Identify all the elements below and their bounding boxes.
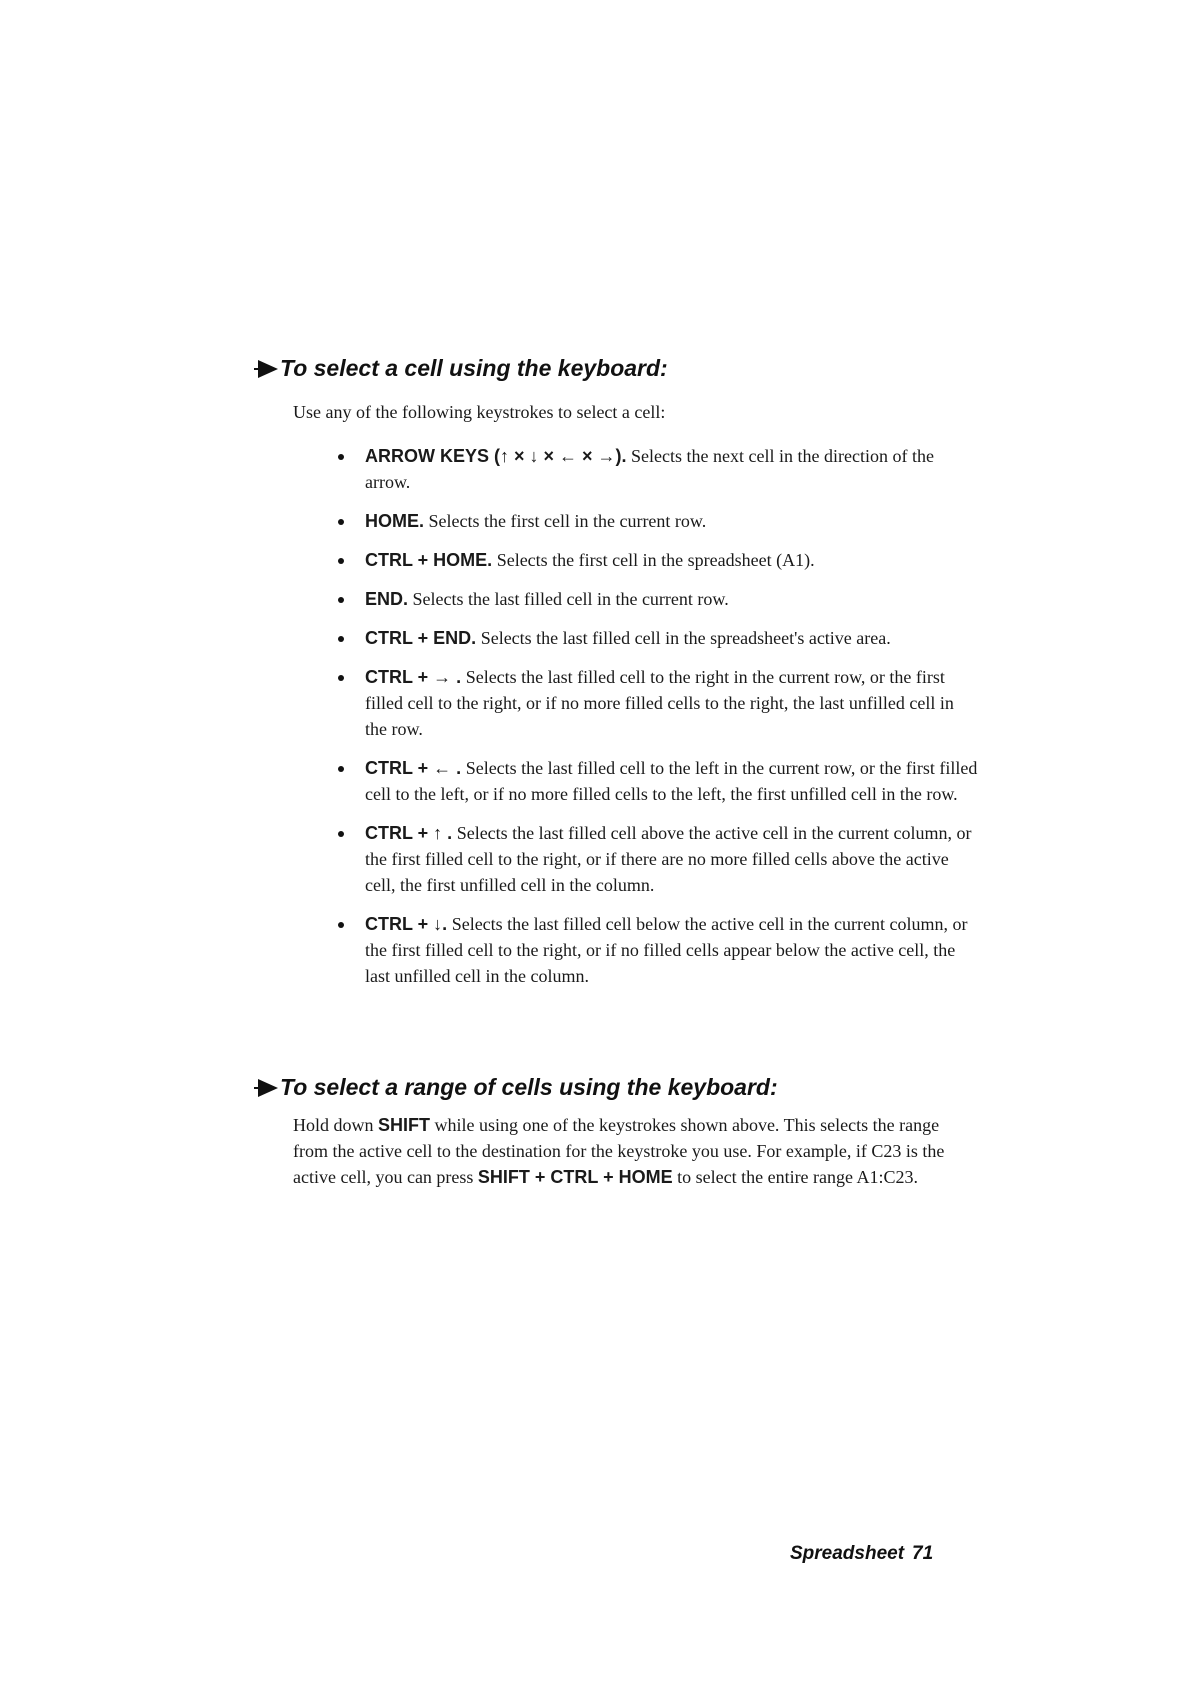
- keystroke-description: Selects the next cell in the direction of the arrow.: [365, 446, 934, 492]
- list-item: [338, 547, 978, 573]
- section-heading-select-range: [258, 1074, 778, 1101]
- bullet-icon: [338, 519, 344, 525]
- paragraph-text: to select the entire range A1:C23.: [677, 1167, 919, 1187]
- range-paragraph: [293, 1112, 953, 1190]
- keystroke-description: Selects the last filled cell in the current row.: [412, 589, 729, 609]
- bullet-icon: [338, 766, 344, 772]
- keystroke-label: HOME.: [365, 511, 425, 531]
- bullet-icon: [338, 454, 344, 460]
- section-heading-select-cell: [258, 355, 668, 382]
- bullet-icon: [338, 636, 344, 642]
- keystroke-description: Selects the first cell in the current row.: [428, 511, 707, 531]
- pointer-arrow-icon: [258, 1079, 278, 1097]
- keystroke-description: Selects the last filled cell below the active cell in the current column, or the first filled cell to the right, or if no filled cells appear below the active cell, the last unfilled cell in the column.: [365, 914, 968, 986]
- keystroke-label: SHIFT + CTRL + HOME: [477, 1167, 673, 1187]
- footer-section-title: Spreadsheet: [790, 1543, 905, 1564]
- bullet-icon: [338, 922, 344, 928]
- list-item: [338, 508, 978, 534]
- heading-text: To select a range of cells using the keyboard:: [280, 1074, 778, 1100]
- keystroke-list: [338, 443, 978, 1002]
- list-item: [338, 586, 978, 612]
- heading-text: To select a cell using the keyboard:: [280, 355, 668, 381]
- list-item: [338, 755, 978, 807]
- list-item: [338, 625, 978, 651]
- bullet-icon: [338, 558, 344, 564]
- bullet-icon: [338, 597, 344, 603]
- keystroke-label: CTRL + END.: [365, 628, 477, 648]
- paragraph-text: Hold down: [293, 1115, 374, 1135]
- bullet-icon: [338, 675, 344, 681]
- keystroke-label: CTRL + ↓.: [365, 914, 448, 934]
- keystroke-label: CTRL + ← .: [365, 758, 462, 778]
- keystroke-description: Selects the first cell in the spreadsheet (A1).: [496, 550, 815, 570]
- pointer-arrow-icon: [258, 360, 278, 378]
- keystroke-label: SHIFT: [378, 1115, 430, 1135]
- list-item: [338, 443, 978, 495]
- keystroke-label: CTRL + → .: [365, 667, 462, 687]
- keystroke-description: Selects the last filled cell above the active cell in the current column, or the first filled cell to the right, or if there are no more filled cells above the active cell, the first unfilled cell in the column.: [365, 823, 972, 895]
- paragraph-text: while using one of the keystrokes shown above. This selects the range from the active cell to the destination for the keystroke you use. For example, if C23 is the active cell, you can press: [293, 1115, 945, 1187]
- keystroke-label: END.: [365, 589, 409, 609]
- list-item: [338, 664, 978, 742]
- keystroke-label: ARROW KEYS (↑ × ↓ × ← × →).: [365, 446, 627, 466]
- keystroke-label: CTRL + ↑ .: [365, 823, 453, 843]
- list-item: [338, 911, 978, 989]
- bullet-icon: [338, 831, 344, 837]
- keystroke-label: CTRL + HOME.: [365, 550, 493, 570]
- list-item: [338, 820, 978, 898]
- keystroke-description: Selects the last filled cell in the spreadsheet's active area.: [480, 628, 891, 648]
- keystroke-description: Selects the last filled cell to the left in the current row, or the first filled cell to the left, or if no more filled cells to the left, the first unfilled cell in the row.: [365, 758, 978, 804]
- page-number: 71: [912, 1543, 934, 1564]
- keystroke-description: Selects the last filled cell to the right in the current row, or the first filled cell to the right, or if no more filled cells to the right, the last unfilled cell in the row.: [365, 667, 954, 739]
- intro-paragraph: Use any of the following keystrokes to select a cell:: [293, 402, 666, 422]
- page-footer: [790, 1543, 933, 1565]
